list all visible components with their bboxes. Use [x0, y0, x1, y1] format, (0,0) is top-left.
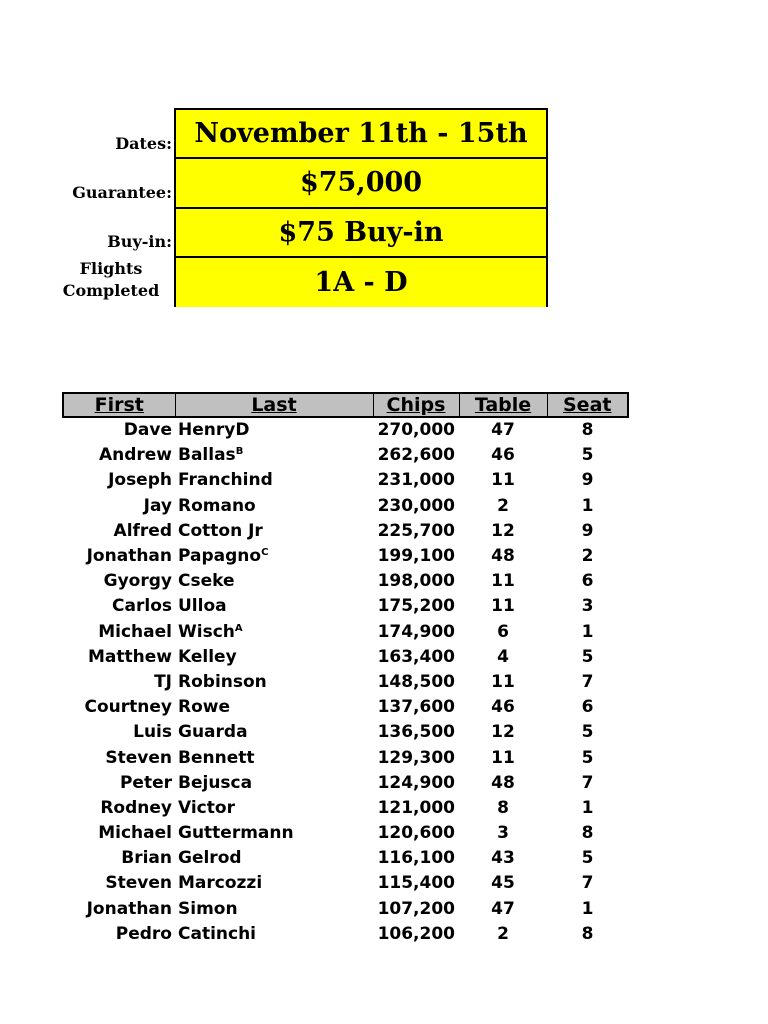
player-chips: 136,500: [377, 722, 455, 743]
player-last-name-text: Rowe: [178, 697, 231, 718]
player-seat: 6: [581, 571, 594, 592]
player-note-mark: D: [235, 420, 250, 441]
table-row: [63, 519, 628, 544]
player-table-number: 6: [497, 621, 509, 642]
table-row: [63, 871, 628, 896]
player-seat: 8: [581, 420, 594, 441]
player-last-name: [175, 417, 373, 443]
player-seat: 1: [581, 621, 594, 642]
player-chips: 198,000: [377, 571, 455, 592]
player-table-number: 2: [497, 923, 509, 944]
player-last-name: [175, 771, 373, 796]
player-first-name: Matthew: [88, 646, 172, 667]
header-first: First: [63, 393, 175, 417]
player-table-number: 11: [491, 596, 515, 617]
player-chips: 175,200: [377, 596, 455, 617]
table-row: [63, 922, 628, 947]
player-seat: 5: [581, 747, 594, 768]
player-chips: 270,000: [377, 420, 455, 441]
player-table-number: 8: [497, 797, 509, 818]
guarantee-value: $75,000: [176, 159, 546, 208]
player-last-name-text: Ballas: [178, 445, 236, 466]
table-row: [63, 417, 628, 443]
player-chips: 115,400: [377, 873, 455, 894]
player-first-name: Jonathan: [86, 546, 172, 567]
player-seat: 1: [581, 898, 594, 919]
player-last-name: [175, 796, 373, 821]
player-seat: 1: [581, 495, 594, 516]
player-last-name-text: Gelrod: [178, 848, 242, 869]
player-last-name: [175, 544, 373, 569]
player-last-name-text: Ulloa: [178, 596, 227, 617]
player-table-number: 48: [491, 546, 515, 567]
player-last-name: [175, 871, 373, 896]
table-row: [63, 796, 628, 821]
table-row: [63, 720, 628, 745]
player-last-name: [175, 645, 373, 670]
player-note-mark: B: [235, 446, 244, 458]
header-chips: Chips: [373, 393, 459, 417]
player-first-name: TJ: [154, 671, 172, 692]
player-table-number: 46: [491, 445, 515, 466]
table-row: [63, 645, 628, 670]
player-last-name-text: Marcozzi: [178, 873, 263, 894]
player-chips: 148,500: [377, 671, 455, 692]
table-row: [63, 468, 628, 493]
player-seat: 2: [581, 546, 594, 567]
player-last-name: [175, 569, 373, 594]
player-table-number: 11: [491, 571, 515, 592]
dates-label: Dates:: [115, 134, 172, 153]
player-last-name: [175, 897, 373, 922]
player-last-name: [175, 745, 373, 770]
player-chips: 231,000: [377, 470, 455, 491]
table-row: [63, 620, 628, 645]
player-first-name: Luis: [133, 722, 172, 743]
player-table-number: 45: [491, 873, 515, 894]
player-last-name-text: Victor: [178, 797, 235, 818]
dates-value: November 11th - 15th: [176, 110, 546, 159]
player-first-name: Pedro: [115, 923, 172, 944]
player-seat: 1: [581, 797, 594, 818]
player-first-name: Michael: [98, 823, 172, 844]
player-last-name-text: Henry: [178, 420, 236, 441]
table-row: [63, 821, 628, 846]
player-first-name: Steven: [105, 747, 172, 768]
player-first-name: Jay: [143, 495, 172, 516]
player-seat: 8: [581, 923, 594, 944]
player-last-name-text: Kelley: [178, 646, 237, 667]
player-last-name: [175, 519, 373, 544]
player-last-name: [175, 594, 373, 619]
player-chips: 199,100: [377, 546, 455, 567]
player-first-name: Peter: [119, 772, 172, 793]
player-last-name-text: Papagno: [178, 546, 262, 567]
flights-label-line2: Completed: [62, 281, 160, 300]
player-last-name: [175, 620, 373, 645]
player-chips: 116,100: [377, 848, 455, 869]
player-table-number: 11: [491, 747, 515, 768]
player-last-name: [175, 821, 373, 846]
player-seat: 3: [581, 596, 594, 617]
flights-label-line1: Flights: [79, 259, 143, 278]
player-last-name: [175, 846, 373, 871]
player-table-number: 47: [491, 898, 515, 919]
player-last-name-text: Guarda: [178, 722, 248, 743]
table-row: [63, 670, 628, 695]
table-row: [63, 897, 628, 922]
table-header-row: [63, 393, 628, 417]
player-last-name: [175, 695, 373, 720]
player-note-mark: C: [261, 547, 269, 559]
player-first-name: Courtney: [84, 697, 172, 718]
player-first-name: Carlos: [112, 596, 172, 617]
player-chips: 120,600: [377, 823, 455, 844]
player-table-number: 2: [497, 495, 509, 516]
player-last-name-text: Catinchi: [178, 923, 257, 944]
player-table-number: 11: [491, 671, 515, 692]
table-row: [63, 695, 628, 720]
chip-count-table: [62, 392, 629, 947]
player-table-number: 48: [491, 772, 515, 793]
player-chips: 262,600: [377, 445, 455, 466]
table-row: [63, 745, 628, 770]
player-seat: 5: [581, 848, 594, 869]
player-note-mark: A: [234, 622, 243, 634]
player-seat: 7: [581, 671, 594, 692]
table-row: [63, 594, 628, 619]
player-last-name-text: Cseke: [178, 571, 235, 592]
player-first-name: Jonathan: [86, 898, 172, 919]
player-table-number: 12: [491, 520, 515, 541]
player-chips: 225,700: [377, 520, 455, 541]
buyin-value: $75 Buy-in: [176, 209, 546, 258]
player-last-name-text: Bejusca: [178, 772, 253, 793]
player-table-number: 12: [491, 722, 515, 743]
buyin-label: Buy-in:: [107, 232, 172, 251]
player-chips: 106,200: [377, 923, 455, 944]
player-first-name: Steven: [105, 873, 172, 894]
player-first-name: Gyorgy: [103, 571, 172, 592]
table-row: [63, 771, 628, 796]
player-first-name: Dave: [123, 420, 172, 441]
flights-value: 1A - D: [176, 258, 546, 307]
player-seat: 5: [581, 445, 594, 466]
player-chips: 137,600: [377, 697, 455, 718]
player-first-name: Joseph: [108, 470, 172, 491]
player-first-name: Rodney: [100, 797, 172, 818]
table-row: [63, 569, 628, 594]
player-seat: 5: [581, 722, 594, 743]
header-table: Table: [459, 393, 547, 417]
header-seat: Seat: [547, 393, 628, 417]
player-first-name: Brian: [121, 848, 172, 869]
flights-completed-label: [56, 258, 166, 302]
tournament-info-box: [174, 108, 548, 307]
player-first-name: Alfred: [113, 520, 172, 541]
player-seat: 5: [581, 646, 594, 667]
table-row: [63, 494, 628, 519]
player-last-name: [175, 922, 373, 947]
player-chips: 163,400: [377, 646, 455, 667]
player-last-name: [175, 468, 373, 493]
player-table-number: 47: [491, 420, 515, 441]
player-last-name-text: Cotton Jr: [178, 520, 263, 541]
player-seat: 8: [581, 823, 594, 844]
player-chips: 230,000: [377, 495, 455, 516]
player-seat: 7: [581, 772, 594, 793]
guarantee-label: Guarantee:: [72, 183, 172, 202]
player-chips: 121,000: [377, 797, 455, 818]
player-table-number: 11: [491, 470, 515, 491]
player-seat: 9: [581, 520, 594, 541]
header-last: Last: [175, 393, 373, 417]
player-last-name-text: Guttermann: [178, 823, 294, 844]
player-last-name-text: Franchind: [178, 470, 273, 491]
player-last-name: [175, 720, 373, 745]
player-chips: 174,900: [377, 621, 455, 642]
player-chips: 124,900: [377, 772, 455, 793]
player-last-name-text: Wisch: [178, 621, 235, 642]
player-first-name: Michael: [98, 621, 172, 642]
player-table-number: 3: [497, 823, 509, 844]
player-last-name: [175, 494, 373, 519]
table-row: [63, 443, 628, 468]
player-first-name: Andrew: [98, 445, 172, 466]
player-table-number: 4: [497, 646, 509, 667]
player-seat: 7: [581, 873, 594, 894]
player-seat: 9: [581, 470, 594, 491]
player-chips: 107,200: [377, 898, 455, 919]
player-table-number: 46: [491, 697, 515, 718]
player-last-name-text: Bennett: [178, 747, 255, 768]
table-row: [63, 544, 628, 569]
player-seat: 6: [581, 697, 594, 718]
table-row: [63, 846, 628, 871]
player-last-name-text: Simon: [178, 898, 238, 919]
player-table-number: 43: [491, 848, 515, 869]
player-last-name: [175, 443, 373, 468]
player-last-name-text: Romano: [178, 495, 256, 516]
player-chips: 129,300: [377, 747, 455, 768]
player-last-name: [175, 670, 373, 695]
player-last-name-text: Robinson: [178, 671, 267, 692]
